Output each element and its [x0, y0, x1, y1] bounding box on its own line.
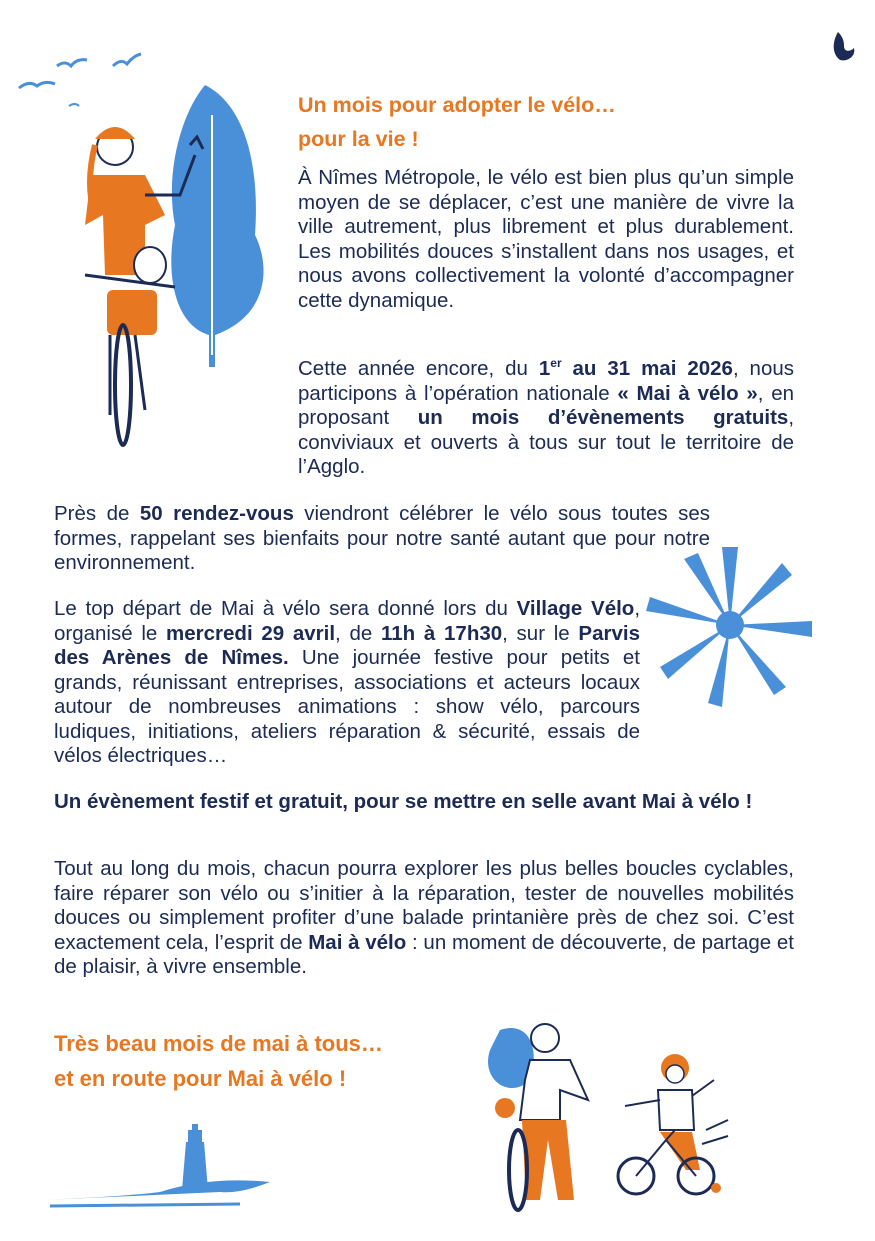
village-velo-paragraph: Le top départ de Mai à vélo sera donné lors du Village Vélo, organisé le mercredi 29 avril, de 11h à 17h30, sur le Parvis des Arènes de Nîmes. Une journée festive pour petits et grands, réunissant entreprises, associations et acteurs locaux autour de nombreuses animations : show vélo, parcours ludiques, initiations, ateliers réparation & sécurité, essais de vélos électriques…: [54, 597, 641, 767]
closing-line-1: Très beau mois de mai à tous…: [54, 1031, 383, 1056]
leaf-logo-icon: [828, 28, 860, 64]
title-line-1: Un mois pour adopter le vélo…: [298, 93, 616, 117]
festive-event-heading: Un évènement festif et gratuit, pour se mettre en selle avant Mai à vélo !: [54, 790, 753, 813]
rendez-vous-paragraph: Près de 50 rendez-vous viendront célébrer le vélo sous toutes ses formes, rappelant ses bienfaits pour notre santé autant que pour notre environnement.: [54, 502, 710, 574]
cyclist-illustration: [55, 75, 280, 460]
page-title: [298, 88, 798, 156]
lighthouse-illustration: [40, 1120, 275, 1215]
month-activities-paragraph: Tout au long du mois, chacun pourra explorer les plus belles boucles cyclables, faire réparer son vélo ou s’initier à la réparation, tester de nouvelles mobilités douces ou simplement profiter d’une balade printanière près de chez soi. C’est exactement cela, l’esprit de Mai à vélo : un moment de découverte, de partage et de plaisir, à vivre ensemble.: [54, 857, 794, 978]
closing-line-2: et en route pour Mai à vélo !: [54, 1066, 347, 1091]
family-cyclists-illustration: [470, 1020, 735, 1220]
intro-paragraph: À Nîmes Métropole, le vélo est bien plus qu’un simple moyen de se déplacer, c’est une manière de vivre la ville autrement, plus librement et plus durablement. Les mobilités douces s’installent dans nos usages, et nous avons collectivement la volonté d’accompagner cette dynamique.: [298, 166, 794, 312]
mai-a-velo-paragraph: Cette année encore, du 1er au 31 mai 2026, nous participons à l’opération nationale « Mai à vélo », en proposant un mois d’évènements gratuits, conviviaux et ouverts à tous sur tout le territoire de l’Agglo.: [298, 356, 795, 478]
closing-message: [54, 1026, 494, 1096]
title-line-2: pour la vie !: [298, 127, 419, 151]
